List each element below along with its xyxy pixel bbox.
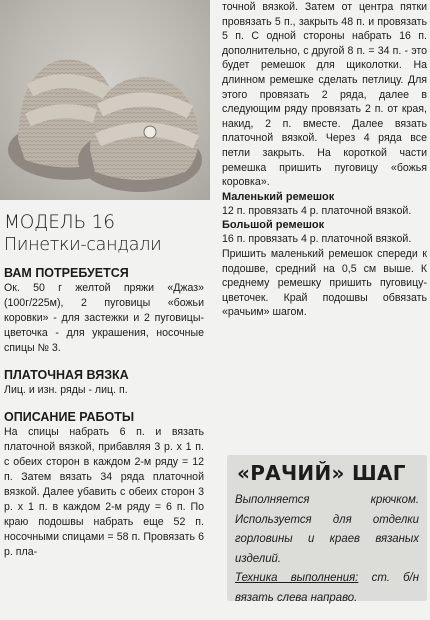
continuation-text: точной вязкой. Затем от центра пятки провязать 5 п., закрыть 48 п. и провязать 5 п. С одной стороны набрать 16 п. дополнительно, с другой 8 п. = 34 п. - это будет ремешок для щиколотки. На длинном ремешке сделать петлицу. Для этого провязать 2 ряда, далее в следующим ряду провязать 2 п. от края, накид, 2 п. вместе. Далее вязать платочной вязкой. Через 4 ряда все петли закрыть. На короткой части ремешка пришить пуговицу «божья коровка». — [222, 1, 427, 189]
pattern-heading: ПЛАТОЧНАЯ ВЯЗКА — [4, 368, 129, 382]
materials-heading: ВАМ ПОТРЕБУЕТСЯ — [4, 266, 129, 280]
crab-stitch-description: Выполняется крючком. Используется для отделки горловины и краев вязаных изделий. — [235, 492, 419, 565]
small-strap-heading: Маленький ремешок — [222, 190, 335, 203]
knitted-sandals-illustration — [0, 0, 210, 200]
big-strap-heading: Большой ремешок — [222, 219, 325, 232]
description-heading: ОПИСАНИЕ РАБОТЫ — [4, 410, 135, 424]
crab-stitch-box — [227, 455, 427, 604]
technique-text: ст. б/н вязать слева направо. — [235, 570, 419, 604]
left-column — [4, 212, 204, 560]
booties-photo — [0, 0, 210, 200]
right-column — [222, 0, 427, 320]
crab-stitch-title: «РАЧИЙ» ШАГ — [237, 461, 406, 485]
description-text: На спицы набрать 6 п. и вязать платочной вязкой, прибавляя 3 р. х 1 п. с обеих сторон в каждом 2-м ряду = 12 п. Затем вязать 34 ряда платочной вязкой. Далее убавить с обеих сторон 3 р. х 1 п. в каждом 2-м ряду = 6 п. По краю подошвы набрать еще 52 п. носочными спицами = 58 п. Провязать 6 р. пла- — [4, 426, 204, 558]
technique-label: Техника выполнения: — [235, 570, 359, 584]
flower-button — [144, 126, 156, 138]
model-subtitle: Пинетки-сандали — [4, 235, 162, 255]
model-title: МОДЕЛЬ 16 — [4, 212, 115, 233]
crab-stitch-text — [235, 490, 419, 607]
materials-text: Ок. 50 г желтой пряжи «Джаз» (100г/225м), 2 пуговицы «божьи коровки» - для застежки и 2 пуговицы-цветочка - для украшения, носочные спицы № 3. — [4, 282, 204, 354]
pattern-text: Лиц. и изн. ряды - лиц. п. — [4, 384, 128, 396]
finish-text: Пришить маленький ремешок спереди к подошве, средний на 0,5 см выше. К среднему ремешку пришить пуговицу-цветочек. Край подошвы обвязать «рачьим» шагом. — [222, 247, 427, 319]
big-strap-text: 16 п. провязать 4 р. платочной вязкой. — [222, 233, 412, 246]
small-strap-text: 12 п. провязать 4 р. платочной вязкой. — [222, 204, 412, 217]
